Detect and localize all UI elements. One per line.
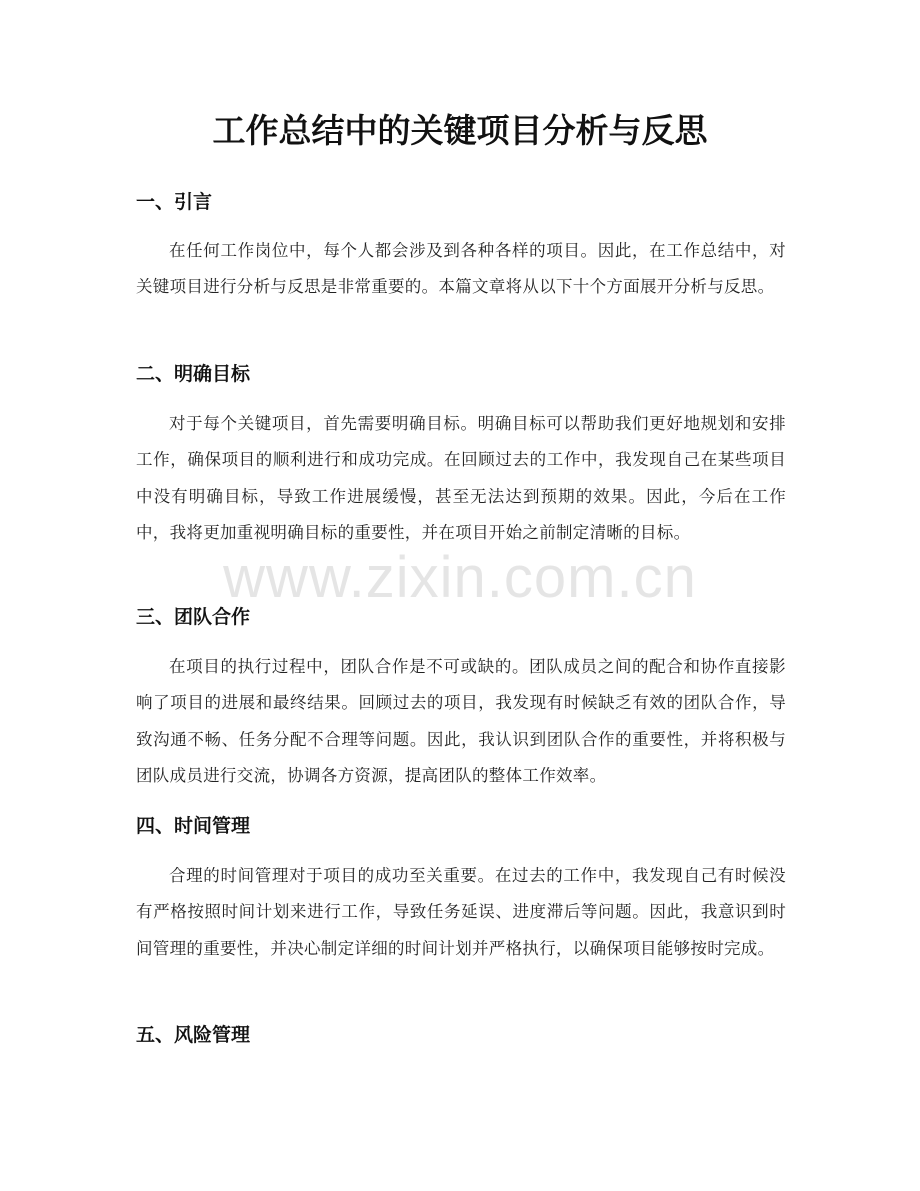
- section-paragraph-intro: 在任何工作岗位中，每个人都会涉及到各种各样的项目。因此，在工作总结中，对关键项目进行分析与反思是非常重要的。本篇文章将从以下十个方面展开分析与反思。: [136, 241, 786, 297]
- section-heading-goals: 二、明确目标: [136, 363, 251, 385]
- section-paragraph-time: 合理的时间管理对于项目的成功至关重要。在过去的工作中，我发现自己有时候没有严格按照时间计划来进行工作，导致任务延误、进度滞后等问题。因此，我意识到时间管理的重要性，并决心制定详细的时间计划并严格执行，以确保项目能够按时完成。: [136, 866, 786, 958]
- section-paragraph-goals: 对于每个关键项目，首先需要明确目标。明确目标可以帮助我们更好地规划和安排工作，确保项目的顺利进行和成功完成。在回顾过去的工作中，我发现自己在某些项目中没有明确目标，导致工作进展缓慢，甚至无法达到预期的效果。因此，今后在工作中，我将更加重视明确目标的重要性，并在项目开始之前制定清晰的目标。: [136, 414, 786, 543]
- section-heading-time: 四、时间管理: [136, 815, 251, 837]
- watermark-text: www.zixin.com.cn: [223, 545, 697, 610]
- section-heading-risk: 五、风险管理: [136, 1024, 251, 1046]
- section-heading-intro: 一、引言: [136, 191, 213, 213]
- section-heading-teamwork: 三、团队合作: [136, 606, 251, 628]
- document-title: 工作总结中的关键项目分析与反思: [212, 111, 708, 150]
- section-paragraph-teamwork: 在项目的执行过程中，团队合作是不可或缺的。团队成员之间的配合和协作直接影响了项目的进展和最终结果。回顾过去的项目，我发现有时候缺乏有效的团队合作，导致沟通不畅、任务分配不合理等问题。因此，我认识到团队合作的重要性，并将积极与团队成员进行交流，协调各方资源，提高团队的整体工作效率。: [136, 657, 786, 786]
